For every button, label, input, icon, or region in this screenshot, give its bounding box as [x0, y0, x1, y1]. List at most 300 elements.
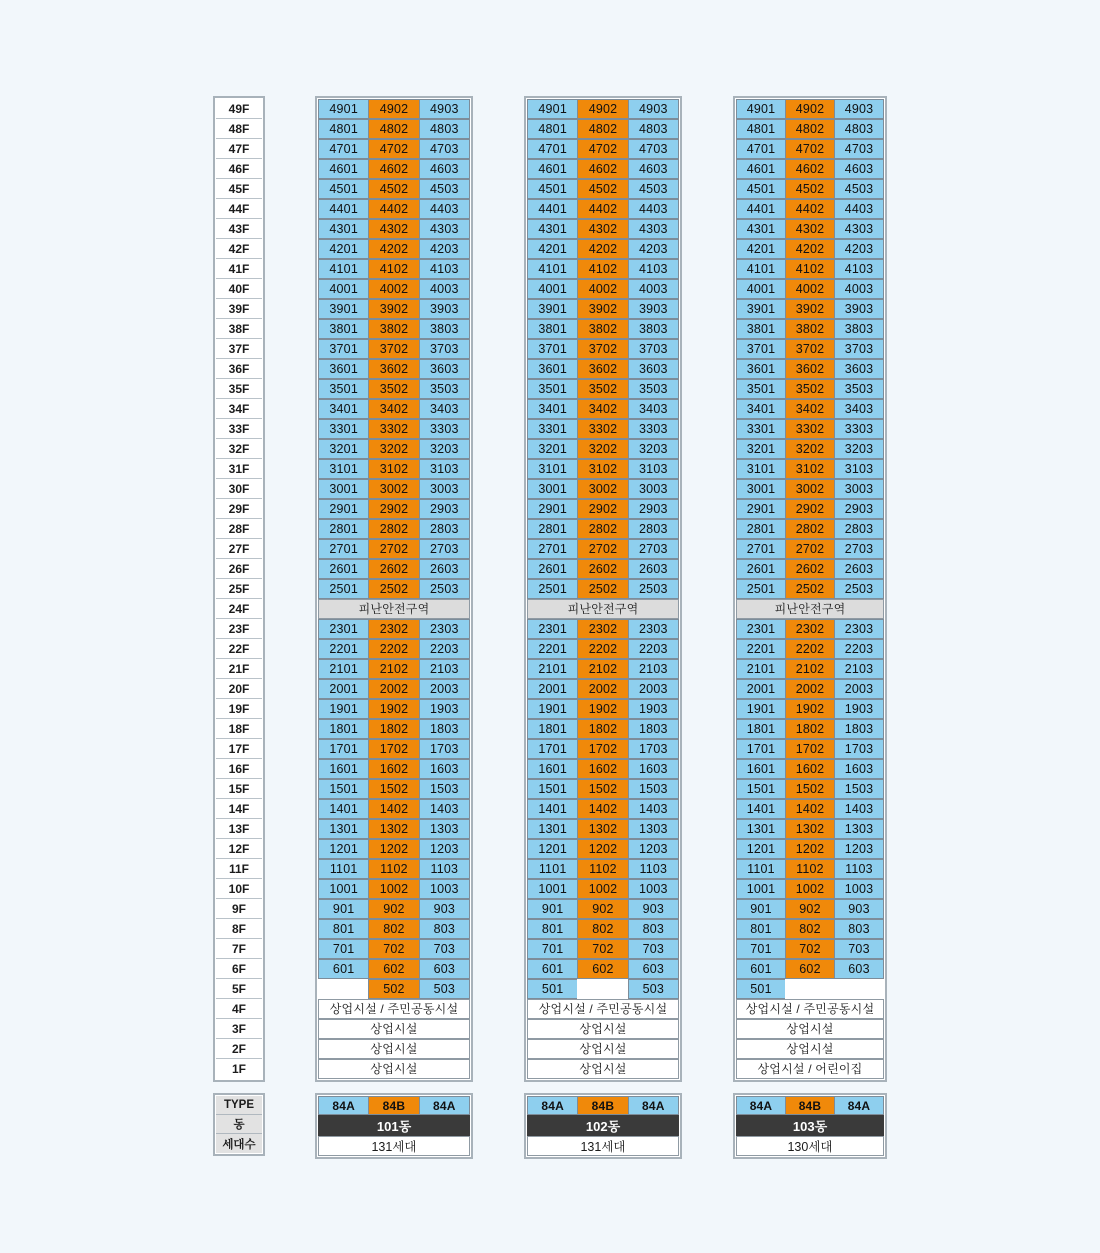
unit-cell[interactable]: 2702 [368, 539, 419, 559]
unit-type-cell[interactable]: 84A [628, 1096, 679, 1115]
unit-cell[interactable]: 1102 [577, 859, 628, 879]
unit-cell[interactable]: 2103 [834, 659, 884, 679]
unit-cell[interactable]: 3503 [419, 379, 470, 399]
unit-cell[interactable]: 2102 [785, 659, 835, 679]
unit-cell[interactable]: 2102 [577, 659, 628, 679]
unit-cell[interactable]: 4701 [736, 139, 786, 159]
unit-cell[interactable]: 4501 [527, 179, 578, 199]
unit-cell[interactable]: 2302 [368, 619, 419, 639]
unit-cell[interactable]: 4802 [368, 119, 419, 139]
unit-cell[interactable]: 901 [318, 899, 369, 919]
unit-cell[interactable]: 2701 [318, 539, 369, 559]
unit-cell[interactable]: 2001 [736, 679, 786, 699]
unit-cell[interactable]: 1602 [785, 759, 835, 779]
unit-cell[interactable]: 3501 [318, 379, 369, 399]
unit-cell[interactable]: 2902 [577, 499, 628, 519]
unit-cell[interactable]: 1303 [628, 819, 679, 839]
unit-cell[interactable]: 4103 [628, 259, 679, 279]
unit-cell[interactable]: 3603 [419, 359, 470, 379]
unit-cell[interactable]: 801 [527, 919, 578, 939]
unit-cell[interactable]: 2303 [419, 619, 470, 639]
unit-type-cell[interactable]: 84B [785, 1096, 835, 1115]
unit-cell[interactable]: 2903 [419, 499, 470, 519]
unit-cell[interactable]: 3802 [368, 319, 419, 339]
unit-cell[interactable]: 1402 [368, 799, 419, 819]
unit-cell[interactable]: 4002 [785, 279, 835, 299]
unit-cell[interactable]: 803 [419, 919, 470, 939]
unit-cell[interactable]: 2201 [527, 639, 578, 659]
unit-cell[interactable]: 1601 [527, 759, 578, 779]
unit-cell[interactable]: 2003 [628, 679, 679, 699]
unit-cell[interactable]: 4802 [577, 119, 628, 139]
unit-cell[interactable]: 3203 [628, 439, 679, 459]
unit-cell[interactable]: 2801 [318, 519, 369, 539]
unit-cell[interactable]: 902 [368, 899, 419, 919]
unit-cell[interactable]: 2601 [318, 559, 369, 579]
unit-cell[interactable]: 2302 [577, 619, 628, 639]
unit-cell[interactable]: 3102 [577, 459, 628, 479]
unit-cell[interactable]: 3103 [628, 459, 679, 479]
unit-cell[interactable]: 2503 [628, 579, 679, 599]
unit-cell[interactable]: 4201 [527, 239, 578, 259]
unit-cell[interactable]: 3103 [419, 459, 470, 479]
unit-cell[interactable]: 4002 [577, 279, 628, 299]
unit-cell[interactable]: 903 [419, 899, 470, 919]
unit-cell[interactable]: 2502 [785, 579, 835, 599]
unit-cell[interactable]: 2301 [527, 619, 578, 639]
unit-cell[interactable]: 1201 [318, 839, 369, 859]
unit-cell[interactable]: 1703 [419, 739, 470, 759]
unit-cell[interactable]: 601 [527, 959, 578, 979]
unit-type-cell[interactable]: 84A [318, 1096, 369, 1115]
unit-cell[interactable]: 1602 [368, 759, 419, 779]
unit-cell[interactable]: 1002 [368, 879, 419, 899]
unit-cell[interactable]: 602 [577, 959, 628, 979]
unit-cell[interactable]: 4403 [834, 199, 884, 219]
unit-cell[interactable]: 4201 [318, 239, 369, 259]
unit-cell[interactable]: 1302 [577, 819, 628, 839]
unit-cell[interactable]: 2101 [736, 659, 786, 679]
unit-cell[interactable]: 1003 [834, 879, 884, 899]
unit-cell[interactable]: 802 [577, 919, 628, 939]
unit-cell[interactable]: 4301 [736, 219, 786, 239]
unit-cell[interactable]: 4503 [628, 179, 679, 199]
unit-cell[interactable]: 3703 [834, 339, 884, 359]
unit-cell[interactable]: 1901 [527, 699, 578, 719]
unit-cell[interactable]: 3602 [577, 359, 628, 379]
unit-cell[interactable]: 4401 [527, 199, 578, 219]
unit-cell[interactable]: 3402 [368, 399, 419, 419]
unit-cell[interactable]: 4101 [527, 259, 578, 279]
unit-cell[interactable]: 4601 [736, 159, 786, 179]
unit-cell[interactable]: 4902 [577, 99, 628, 119]
unit-cell[interactable]: 601 [736, 959, 786, 979]
unit-cell[interactable]: 4202 [368, 239, 419, 259]
unit-cell[interactable]: 3301 [318, 419, 369, 439]
unit-cell[interactable]: 1702 [368, 739, 419, 759]
unit-cell[interactable]: 1701 [318, 739, 369, 759]
unit-cell[interactable]: 4702 [577, 139, 628, 159]
unit-cell[interactable]: 801 [736, 919, 786, 939]
unit-cell[interactable]: 1203 [628, 839, 679, 859]
unit-cell[interactable]: 1801 [736, 719, 786, 739]
unit-cell[interactable]: 4403 [419, 199, 470, 219]
unit-cell[interactable]: 1803 [834, 719, 884, 739]
unit-cell[interactable]: 703 [419, 939, 470, 959]
unit-cell[interactable]: 2801 [736, 519, 786, 539]
unit-cell[interactable]: 1501 [318, 779, 369, 799]
unit-cell[interactable]: 3201 [527, 439, 578, 459]
unit-cell[interactable]: 901 [527, 899, 578, 919]
unit-cell[interactable]: 3003 [419, 479, 470, 499]
unit-cell[interactable]: 4702 [785, 139, 835, 159]
unit-cell[interactable]: 2501 [736, 579, 786, 599]
unit-cell[interactable]: 1402 [577, 799, 628, 819]
unit-cell[interactable]: 1803 [628, 719, 679, 739]
unit-cell[interactable]: 703 [834, 939, 884, 959]
unit-cell[interactable]: 702 [368, 939, 419, 959]
unit-cell[interactable]: 4102 [577, 259, 628, 279]
unit-cell[interactable]: 1703 [628, 739, 679, 759]
unit-cell[interactable]: 2201 [318, 639, 369, 659]
unit-cell[interactable]: 1201 [527, 839, 578, 859]
unit-cell[interactable]: 3501 [527, 379, 578, 399]
unit-cell[interactable]: 1603 [419, 759, 470, 779]
unit-cell[interactable]: 4201 [736, 239, 786, 259]
unit-cell[interactable]: 4801 [318, 119, 369, 139]
unit-cell[interactable]: 3201 [736, 439, 786, 459]
unit-cell[interactable]: 1003 [628, 879, 679, 899]
unit-cell[interactable]: 803 [834, 919, 884, 939]
unit-cell[interactable]: 802 [785, 919, 835, 939]
unit-cell[interactable]: 2301 [736, 619, 786, 639]
unit-cell[interactable]: 1802 [577, 719, 628, 739]
unit-cell[interactable]: 703 [628, 939, 679, 959]
unit-cell[interactable]: 2102 [368, 659, 419, 679]
unit-cell[interactable]: 501 [527, 979, 578, 999]
unit-cell[interactable]: 2203 [419, 639, 470, 659]
unit-cell[interactable]: 4102 [785, 259, 835, 279]
unit-cell[interactable]: 4903 [419, 99, 470, 119]
unit-cell[interactable]: 1303 [419, 819, 470, 839]
unit-cell[interactable]: 2003 [419, 679, 470, 699]
unit-cell[interactable]: 603 [834, 959, 884, 979]
unit-cell[interactable]: 3201 [318, 439, 369, 459]
unit-cell[interactable]: 3402 [577, 399, 628, 419]
unit-cell[interactable]: 4801 [527, 119, 578, 139]
unit-cell[interactable]: 2202 [368, 639, 419, 659]
unit-cell[interactable]: 4503 [419, 179, 470, 199]
unit-cell[interactable]: 1502 [368, 779, 419, 799]
unit-cell[interactable]: 1802 [785, 719, 835, 739]
unit-cell[interactable]: 4703 [419, 139, 470, 159]
unit-cell[interactable]: 4902 [785, 99, 835, 119]
unit-cell[interactable]: 4101 [736, 259, 786, 279]
unit-cell[interactable]: 1901 [736, 699, 786, 719]
unit-cell[interactable]: 2803 [834, 519, 884, 539]
unit-cell[interactable]: 3703 [628, 339, 679, 359]
unit-cell[interactable]: 1102 [368, 859, 419, 879]
unit-cell[interactable]: 3403 [628, 399, 679, 419]
unit-cell[interactable]: 3002 [577, 479, 628, 499]
unit-cell[interactable]: 2202 [785, 639, 835, 659]
unit-cell[interactable]: 3202 [368, 439, 419, 459]
unit-cell[interactable]: 4802 [785, 119, 835, 139]
unit-type-cell[interactable]: 84A [527, 1096, 578, 1115]
unit-cell[interactable]: 1801 [318, 719, 369, 739]
unit-cell[interactable]: 4203 [834, 239, 884, 259]
unit-cell[interactable]: 3901 [318, 299, 369, 319]
unit-cell[interactable]: 2602 [577, 559, 628, 579]
unit-cell[interactable]: 1903 [834, 699, 884, 719]
unit-cell[interactable]: 3601 [736, 359, 786, 379]
unit-cell[interactable]: 4003 [419, 279, 470, 299]
unit-cell[interactable]: 3301 [527, 419, 578, 439]
unit-cell[interactable]: 1503 [834, 779, 884, 799]
unit-cell[interactable]: 2903 [834, 499, 884, 519]
unit-cell[interactable]: 4602 [785, 159, 835, 179]
unit-cell[interactable]: 2901 [318, 499, 369, 519]
unit-cell[interactable]: 1501 [527, 779, 578, 799]
unit-cell[interactable]: 1502 [785, 779, 835, 799]
unit-cell[interactable]: 3102 [785, 459, 835, 479]
unit-cell[interactable]: 4603 [834, 159, 884, 179]
unit-cell[interactable]: 4903 [834, 99, 884, 119]
unit-cell[interactable]: 1603 [834, 759, 884, 779]
unit-cell[interactable]: 4203 [419, 239, 470, 259]
unit-cell[interactable]: 503 [628, 979, 679, 999]
unit-cell[interactable]: 802 [368, 919, 419, 939]
unit-cell[interactable]: 1203 [834, 839, 884, 859]
unit-cell[interactable]: 1002 [785, 879, 835, 899]
unit-cell[interactable]: 3601 [318, 359, 369, 379]
unit-cell[interactable]: 702 [577, 939, 628, 959]
unit-cell[interactable]: 3101 [318, 459, 369, 479]
unit-cell[interactable]: 1003 [419, 879, 470, 899]
unit-cell[interactable]: 603 [628, 959, 679, 979]
unit-cell[interactable]: 1202 [785, 839, 835, 859]
unit-cell[interactable]: 3901 [527, 299, 578, 319]
unit-cell[interactable]: 3403 [834, 399, 884, 419]
unit-cell[interactable]: 4702 [368, 139, 419, 159]
unit-cell[interactable]: 4502 [577, 179, 628, 199]
unit-cell[interactable]: 2701 [527, 539, 578, 559]
unit-cell[interactable]: 3803 [834, 319, 884, 339]
unit-cell[interactable]: 1702 [785, 739, 835, 759]
unit-cell[interactable]: 1101 [527, 859, 578, 879]
unit-cell[interactable]: 2603 [628, 559, 679, 579]
unit-cell[interactable]: 3001 [736, 479, 786, 499]
unit-cell[interactable]: 3003 [628, 479, 679, 499]
unit-cell[interactable]: 3001 [318, 479, 369, 499]
unit-cell[interactable]: 4601 [318, 159, 369, 179]
unit-cell[interactable]: 4703 [834, 139, 884, 159]
unit-cell[interactable]: 2602 [368, 559, 419, 579]
unit-cell[interactable]: 4203 [628, 239, 679, 259]
unit-cell[interactable]: 3203 [419, 439, 470, 459]
unit-cell[interactable]: 3202 [577, 439, 628, 459]
unit-cell[interactable]: 3603 [628, 359, 679, 379]
unit-cell[interactable]: 1001 [318, 879, 369, 899]
unit-cell[interactable]: 2101 [318, 659, 369, 679]
unit-cell[interactable]: 4003 [834, 279, 884, 299]
unit-cell[interactable]: 2601 [736, 559, 786, 579]
unit-cell[interactable]: 2802 [785, 519, 835, 539]
unit-cell[interactable]: 2801 [527, 519, 578, 539]
unit-cell[interactable]: 2003 [834, 679, 884, 699]
unit-cell[interactable]: 2803 [628, 519, 679, 539]
unit-cell[interactable]: 1402 [785, 799, 835, 819]
unit-cell[interactable]: 2703 [419, 539, 470, 559]
unit-cell[interactable]: 1001 [527, 879, 578, 899]
unit-cell[interactable]: 4703 [628, 139, 679, 159]
unit-type-cell[interactable]: 84B [368, 1096, 419, 1115]
unit-cell[interactable]: 2301 [318, 619, 369, 639]
unit-cell[interactable]: 4001 [318, 279, 369, 299]
unit-cell[interactable]: 1701 [736, 739, 786, 759]
unit-cell[interactable]: 4202 [577, 239, 628, 259]
unit-cell[interactable]: 4601 [527, 159, 578, 179]
unit-cell[interactable]: 3601 [527, 359, 578, 379]
unit-cell[interactable]: 3703 [419, 339, 470, 359]
unit-cell[interactable]: 2502 [577, 579, 628, 599]
unit-cell[interactable]: 2202 [577, 639, 628, 659]
unit-cell[interactable]: 4003 [628, 279, 679, 299]
unit-cell[interactable]: 3801 [736, 319, 786, 339]
unit-cell[interactable]: 1203 [419, 839, 470, 859]
unit-cell[interactable]: 3502 [577, 379, 628, 399]
unit-cell[interactable]: 2201 [736, 639, 786, 659]
unit-cell[interactable]: 1303 [834, 819, 884, 839]
unit-cell[interactable]: 502 [368, 979, 419, 999]
unit-cell[interactable]: 2203 [628, 639, 679, 659]
unit-cell[interactable]: 1903 [628, 699, 679, 719]
unit-cell[interactable]: 4403 [628, 199, 679, 219]
unit-cell[interactable]: 1803 [419, 719, 470, 739]
unit-cell[interactable]: 3001 [527, 479, 578, 499]
unit-cell[interactable]: 3002 [368, 479, 419, 499]
unit-cell[interactable]: 4202 [785, 239, 835, 259]
unit-cell[interactable]: 4402 [785, 199, 835, 219]
unit-cell[interactable]: 1002 [577, 879, 628, 899]
unit-cell[interactable]: 1503 [628, 779, 679, 799]
unit-cell[interactable]: 1302 [368, 819, 419, 839]
unit-cell[interactable]: 3603 [834, 359, 884, 379]
unit-cell[interactable]: 3302 [785, 419, 835, 439]
unit-cell[interactable]: 4602 [577, 159, 628, 179]
unit-cell[interactable]: 1101 [318, 859, 369, 879]
unit-cell[interactable]: 4102 [368, 259, 419, 279]
unit-cell[interactable]: 4501 [736, 179, 786, 199]
unit-cell[interactable]: 3602 [785, 359, 835, 379]
unit-cell[interactable]: 4103 [834, 259, 884, 279]
unit-cell[interactable]: 3702 [368, 339, 419, 359]
unit-cell[interactable]: 901 [736, 899, 786, 919]
unit-type-cell[interactable]: 84A [834, 1096, 884, 1115]
unit-cell[interactable]: 1903 [419, 699, 470, 719]
unit-cell[interactable]: 3301 [736, 419, 786, 439]
unit-cell[interactable]: 1401 [527, 799, 578, 819]
unit-cell[interactable]: 2203 [834, 639, 884, 659]
unit-cell[interactable]: 4603 [628, 159, 679, 179]
unit-cell[interactable]: 602 [368, 959, 419, 979]
unit-cell[interactable]: 1201 [736, 839, 786, 859]
unit-cell[interactable]: 1403 [419, 799, 470, 819]
unit-cell[interactable]: 3901 [736, 299, 786, 319]
unit-cell[interactable]: 1103 [628, 859, 679, 879]
unit-cell[interactable]: 4301 [527, 219, 578, 239]
unit-cell[interactable]: 1701 [527, 739, 578, 759]
unit-cell[interactable]: 1601 [318, 759, 369, 779]
unit-cell[interactable]: 2802 [577, 519, 628, 539]
unit-cell[interactable]: 701 [736, 939, 786, 959]
unit-cell[interactable]: 902 [577, 899, 628, 919]
unit-cell[interactable]: 3803 [628, 319, 679, 339]
unit-cell[interactable]: 3701 [318, 339, 369, 359]
unit-cell[interactable]: 4401 [318, 199, 369, 219]
unit-cell[interactable]: 3803 [419, 319, 470, 339]
unit-cell[interactable]: 4301 [318, 219, 369, 239]
unit-cell[interactable]: 4303 [419, 219, 470, 239]
unit-cell[interactable]: 2902 [785, 499, 835, 519]
unit-cell[interactable]: 3903 [628, 299, 679, 319]
unit-cell[interactable]: 2702 [785, 539, 835, 559]
unit-cell[interactable]: 4502 [785, 179, 835, 199]
unit-cell[interactable]: 4803 [628, 119, 679, 139]
unit-cell[interactable]: 4103 [419, 259, 470, 279]
unit-cell[interactable]: 2902 [368, 499, 419, 519]
unit-cell[interactable]: 1801 [527, 719, 578, 739]
unit-cell[interactable]: 2802 [368, 519, 419, 539]
unit-cell[interactable]: 1902 [368, 699, 419, 719]
unit-cell[interactable]: 4603 [419, 159, 470, 179]
unit-cell[interactable]: 2603 [419, 559, 470, 579]
unit-cell[interactable]: 2103 [628, 659, 679, 679]
unit-cell[interactable]: 4801 [736, 119, 786, 139]
unit-cell[interactable]: 3801 [318, 319, 369, 339]
unit-cell[interactable]: 1403 [628, 799, 679, 819]
unit-cell[interactable]: 3102 [368, 459, 419, 479]
unit-cell[interactable]: 3003 [834, 479, 884, 499]
unit-cell[interactable]: 2002 [577, 679, 628, 699]
unit-cell[interactable]: 4101 [318, 259, 369, 279]
unit-cell[interactable]: 2001 [527, 679, 578, 699]
unit-cell[interactable]: 1603 [628, 759, 679, 779]
unit-cell[interactable]: 1202 [577, 839, 628, 859]
unit-cell[interactable]: 1202 [368, 839, 419, 859]
unit-cell[interactable]: 2703 [628, 539, 679, 559]
unit-cell[interactable]: 1501 [736, 779, 786, 799]
unit-cell[interactable]: 4001 [527, 279, 578, 299]
unit-cell[interactable]: 3302 [368, 419, 419, 439]
unit-cell[interactable]: 3302 [577, 419, 628, 439]
unit-cell[interactable]: 503 [419, 979, 470, 999]
unit-cell[interactable]: 1301 [318, 819, 369, 839]
unit-cell[interactable]: 2702 [577, 539, 628, 559]
unit-cell[interactable]: 2302 [785, 619, 835, 639]
unit-cell[interactable]: 2503 [834, 579, 884, 599]
unit-cell[interactable]: 2002 [368, 679, 419, 699]
unit-cell[interactable]: 1902 [577, 699, 628, 719]
unit-cell[interactable]: 4602 [368, 159, 419, 179]
unit-cell[interactable]: 3303 [419, 419, 470, 439]
unit-cell[interactable]: 4501 [318, 179, 369, 199]
unit-cell[interactable]: 602 [785, 959, 835, 979]
unit-cell[interactable]: 3503 [628, 379, 679, 399]
unit-cell[interactable]: 2803 [419, 519, 470, 539]
unit-cell[interactable]: 803 [628, 919, 679, 939]
unit-cell[interactable]: 4701 [527, 139, 578, 159]
